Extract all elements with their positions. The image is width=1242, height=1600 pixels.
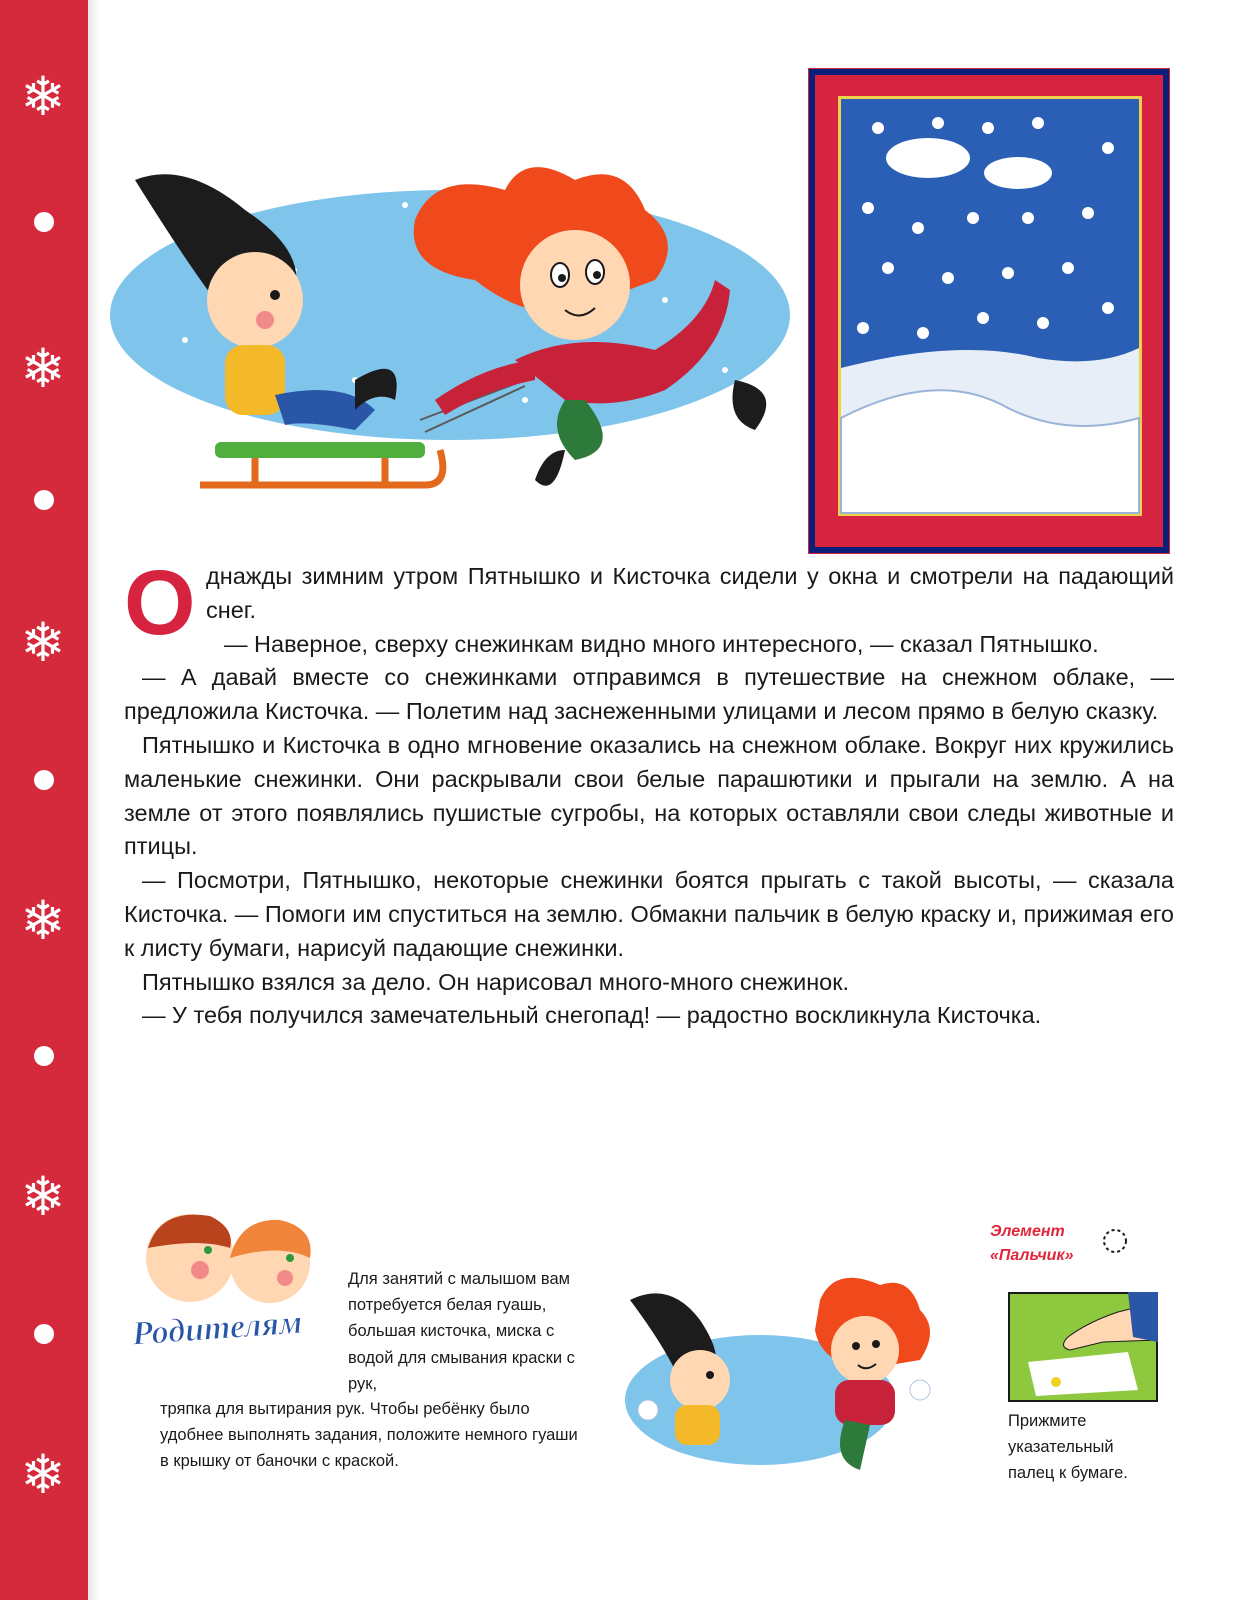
- cloud-left: [886, 138, 970, 178]
- snowball-illustration: [620, 1270, 960, 1480]
- element-title-line1: Элемент: [990, 1223, 1065, 1240]
- left-decorative-band: [0, 0, 88, 1600]
- finger-caption: Прижмите указательный палец к бумаге.: [1008, 1412, 1128, 1482]
- snowflake-icon: ❄: [20, 65, 66, 128]
- parents-text-bottom: тряпка для вытирания рук. Чтобы ребёнку было удобнее выполнять задания, положите немного гуаши в крышку от баночки с краской.: [160, 1400, 578, 1471]
- snowball: [638, 1400, 658, 1420]
- story-paragraph: Пятнышко и Кисточка в одно мгновение оказались на снежном облаке. Вокруг них кружились маленькие снежинки. Они раскрывали свои белые парашютики и прыгали на землю. А на земле от этого появлялись пушистые сугробы, на которых оставляли свои следы животные и птицы.: [124, 731, 1174, 860]
- fingerprint-circle-icon: [1100, 1226, 1130, 1256]
- story-paragraph: — У тебя получился замечательный снегопад! — радостно воскликнула Кисточка.: [142, 1002, 1042, 1029]
- parents-text-top: Для занятий с малышом вам потребуется белая гуашь, большая кисточка, миска с водой для смывания краски с рук,: [348, 1270, 575, 1393]
- story-text: [124, 560, 1174, 1033]
- paint-dot: [1051, 1377, 1061, 1387]
- element-title-line2: «Пальчик»: [990, 1247, 1074, 1264]
- small-kistochka-face: [831, 1316, 899, 1384]
- cloud-right: [984, 157, 1052, 189]
- story-paragraph: — А давай вместе со снежинками отправимся в путешествие на снежном облаке, — предложила Кисточка. — Полетим над заснеженными улицами и лесом прямо в белую сказку.: [124, 664, 1174, 725]
- drop-cap-letter: О: [124, 566, 196, 640]
- snowflake-icon: ❄: [20, 337, 66, 400]
- band-shadow: [88, 0, 100, 1600]
- band-dot: [34, 1324, 54, 1344]
- band-dot: [34, 490, 54, 510]
- sledding-illustration: [105, 150, 795, 520]
- drop-cap: [124, 566, 202, 640]
- band-dot: [34, 212, 54, 232]
- story-paragraph: — Наверное, сверху снежинкам видно много интересного, — сказал Пятнышко.: [224, 630, 1099, 657]
- story-paragraph: Пятнышко взялся за дело. Он нарисовал много-много снежинок.: [142, 968, 850, 995]
- snowflake-icon: ❄: [20, 1443, 66, 1506]
- parents-illustration: [130, 1208, 360, 1378]
- snowflake-icon: ❄: [20, 611, 66, 674]
- story-paragraph: днажды зимним утром Пятнышко и Кисточка сидели у окна и смотрели на падающий снег.: [206, 563, 1174, 623]
- snowball: [910, 1380, 930, 1400]
- story-paragraph: — Посмотри, Пятнышко, некоторые снежинки боятся прыгать с такой высоты, — сказала Кисточка. — Помоги им спуститься на землю. Обмакни пальчик в белую краску и, прижимая его к листу бумаги, нарисуй падающие снежинки.: [124, 867, 1174, 961]
- element-title: [990, 1220, 1110, 1268]
- snowflake-icon: ❄: [20, 889, 66, 952]
- small-patnyshko-face: [670, 1350, 730, 1410]
- parents-label: Родителям: [130, 1303, 304, 1353]
- winter-picture-frame: [808, 68, 1170, 554]
- snowflake-icon: ❄: [20, 1165, 66, 1228]
- finger-press-picture: [1008, 1292, 1158, 1402]
- band-dot: [34, 1046, 54, 1066]
- band-dot: [34, 770, 54, 790]
